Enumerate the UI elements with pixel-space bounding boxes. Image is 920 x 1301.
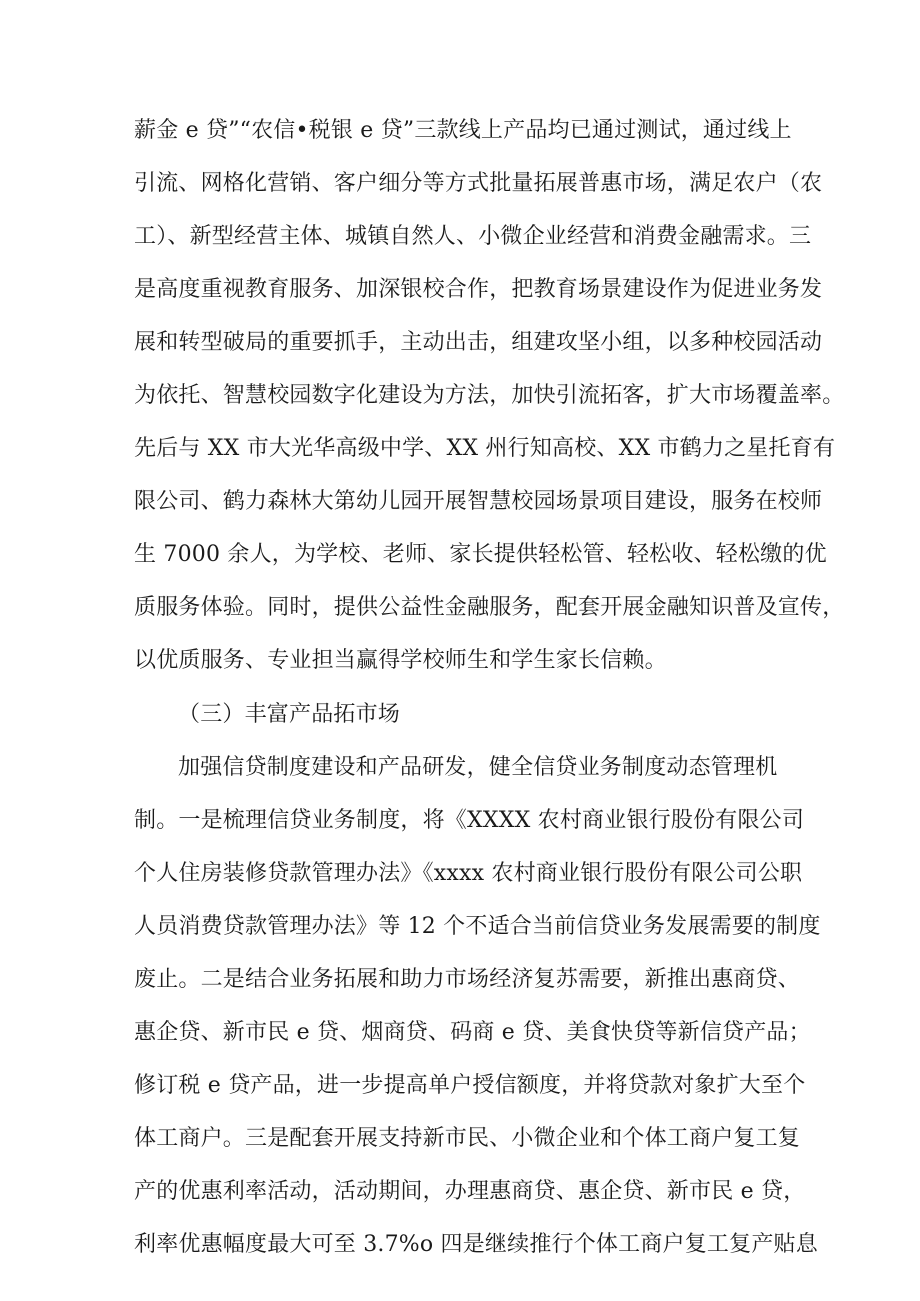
paragraph-line: 以优质服务、专业担当赢得学校师生和学生家长信赖。	[134, 648, 667, 673]
paragraph-line: 人员消费贷款管理办法》等 12 个不适合当前信贷业务发展需要的制度	[134, 914, 821, 939]
paragraph-line: 工）、新型经营主体、城镇自然人、小微企业经营和消费金融需求。三	[134, 224, 812, 249]
paragraph-line: 薪金 e 贷”“农信•税银 e 贷”三款线上产品均已通过测试，通过线上	[134, 118, 792, 143]
paragraph-line: 惠企贷、新市民 e 贷、烟商贷、码商 e 贷、美食快贷等新信贷产品；	[134, 1020, 811, 1045]
paragraph-line: 为依托、智慧校园数字化建设为方法，加快引流拓客，扩大市场覆盖率。	[134, 383, 845, 408]
paragraph-line: 废止。二是结合业务拓展和助力市场经济复苏需要，新推出惠商贷、	[134, 967, 801, 992]
paragraph-line: 生 7000 余人，为学校、老师、家长提供轻松管、轻松收、轻松缴的优	[134, 542, 827, 567]
paragraph-line: 是高度重视教育服务、加深银校合作，把教育场景建设作为促进业务发	[134, 277, 823, 302]
paragraph-line: 加强信贷制度建设和产品研发，健全信贷业务制度动态管理机	[178, 755, 778, 780]
paragraph-line: 修订税 e 贷产品，进一步提高单户授信额度，并将贷款对象扩大至个	[134, 1073, 806, 1098]
paragraph-line: 展和转型破局的重要抓手，主动出击，组建攻坚小组，以多种校园活动	[134, 330, 823, 355]
paragraph-line: 限公司、鹤力森林大第幼儿园开展智慧校园场景项目建设，服务在校师	[134, 489, 823, 514]
paragraph-line: 制。一是梳理信贷业务制度，将《XXXX 农村商业银行股份有限公司	[134, 808, 805, 833]
paragraph-line: 引流、网格化营销、客户细分等方式批量拓展普惠市场，满足农户（农	[134, 171, 823, 196]
paragraph-line: 先后与 XX 市大光华高级中学、XX 州行知高校、XX 市鹤力之星托育有	[134, 436, 836, 461]
section-heading: （三）丰富产品拓市场	[178, 702, 401, 727]
paragraph-line: 个人住房装修贷款管理办法》《xxxx 农村商业银行股份有限公司公职	[134, 861, 803, 886]
paragraph-line: 产的优惠利率活动，活动期间，办理惠商贷、惠企贷、新市民 e 贷，	[134, 1179, 806, 1204]
paragraph-line: 利率优惠幅度最大可至 3.7%o 四是继续推行个体工商户复工复产贴息	[134, 1232, 818, 1257]
paragraph-line: 体工商户。三是配套开展支持新市民、小微企业和个体工商户复工复	[134, 1126, 801, 1151]
paragraph-line: 质服务体验。同时，提供公益性金融服务，配套开展金融知识普及宣传，	[134, 595, 845, 620]
